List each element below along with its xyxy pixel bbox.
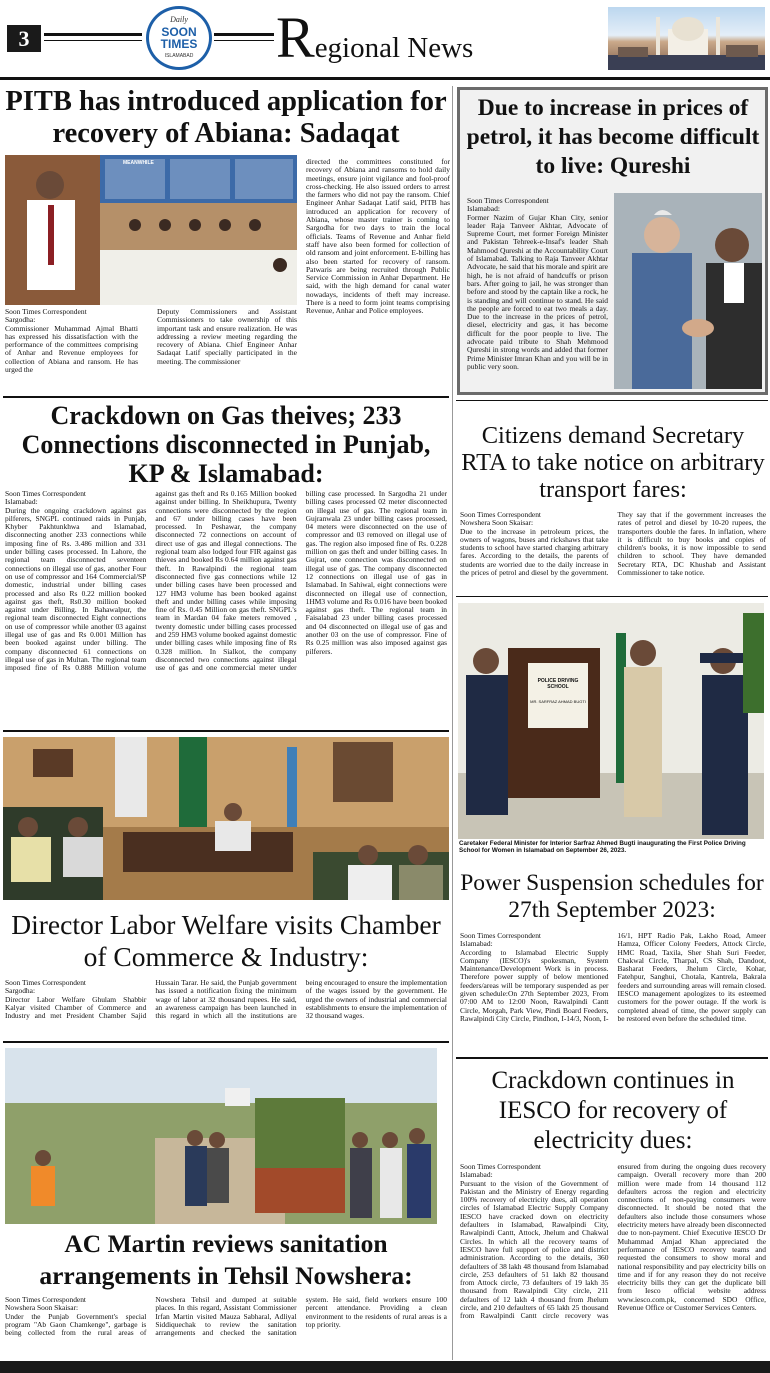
logo-small-text: Daily — [170, 15, 188, 24]
sanitation-photo — [5, 1048, 437, 1224]
iesco-body: Soon Times Correspondent Islamabad: Pursuant to the vision of the Government of Pakistan and the Ministry of Energy regarding 100% recovery of electricity dues, all operation circles of Islamabad Electric Supply Company IESCO have cracked down on electricity defaulters in Islamabad, Rawalpindi City, Rawalpindi Cantt, Attock, Jhelum and Chakwal Circles. In which all the recovery teams of IESCO have full support of police and district administration. According to the details, 360 defaulters of 38 lakh 48 thousand from Islamabad circle, 253 defaulters of 51 lakh 82 thousand from Attock circle, 73 defaulters of 19 lakh 35 thousand from Rawalpindi City circle, 211 defaulters of 12 lakh 4 thousand from Jhelum circle, and 210 defaulters of 65 lakh 25 thousand from Rawalpindi Cantt circle recovery was ensured from during the ongoing dues recovery campaign. Overall recovery more than 200 million were made from 14 thousand 112 defaulters across the region and electricity connections of non-paying consumers were disconnected. It should be noted that the defaulters also include those consumers whose electricity meters have already been disconnected due to non-payment. Chief Executive IESCO Dr Muhammad Amjad Khan appreciated the performance of IESCO recovery teams and requested the consumers to show moral and national responsibility and pay electricity bills on time and if for any reason they do not receive electricity bills they can get the duplicate bill from Iesco official website address www.iesco.com.pk, concerned SDO Office, Revenue Office or Customer Services Centers. — [460, 1163, 766, 1321]
sanitation-illustration — [5, 1048, 437, 1224]
martin-headline: AC Martin reviews sanitation arrangements in Tehsil Nowshera: — [39, 1229, 413, 1290]
page-number-box — [7, 25, 41, 52]
logo-sub-text: ISLAMABAD — [164, 53, 194, 59]
masthead-rule-left-bottom — [44, 40, 142, 41]
power-body: Soon Times Correspondent Islamabad: According to Islamabad Electric Supply Company (IESCO)'s spokesman, System Maintenance/Development Work is in process. Therefore power supply of below mentioned feeders/areas will be temporary suspended as per given schedule:On 27th September 2023, From 07:00 AM to 12:00 Noon, Rawalpindi Cantt Circle, Morgah, Park View, Pindi Board Feeders, Rawalpindi City Circle, Pindhon, I-14/3, Noon, I-16/1, HPT Radio Pak, Lakho Road, Ameer Hamza, Officer Colony Feeders, Attock Circle, HMC Road, Taxila, Sher Shah Suri Feeder, Chakwal Circle, Tharpal, CS Shah, Dandoot, Basharat Feeders, Jhelum Circle, Kohar, Fatehpur, Sanghui, Chotala, Kantrela, Bakrala feeders and surrounding areas will remain closed. IESCO management apologizes to its esteemed customers for the power outage. If the work is completed ahead of time, the power supply can be restored even before the scheduled time. — [460, 932, 766, 1023]
divider-power-iesco — [456, 1057, 768, 1059]
iesco-headline: Crackdown continues in IESCO for recovery of electricity dues: — [491, 1067, 735, 1154]
divider-gas-photo — [3, 730, 449, 732]
qureshi-photo — [614, 193, 762, 389]
pitb-col3: directed the committees constituted for recovery of Abiana and ransoms to hold daily meetings, ensure joint vigilance and fool-proof cross-checking. He also issued orders to arrest the farmers who did not pay the ransom. Chief Engineer Anhar Sadaqat Latif said, PITB has introduced an application for recovery of Abiana, whose master trainer is coming to Sargodha for two days to train the local officials. Teams of Revenue and Anhar field staff have also been formed for collection of old ransom and joint enforcement. E-billing has also been started for recovery of ransom. Patwaris are being recruited through Public Service Commission in Anhar Department. He said, with the high demand for canal water nowadays, incidents of theft may increase. There is a need to form joint teams comprising Revenue, Anhar and Police employees. — [306, 158, 450, 316]
masthead-rule-mid-top — [214, 33, 274, 36]
photo-banner-text: MEANWHILE — [123, 160, 154, 166]
pitb-col1: Soon Times Correspondent Sargodha: Commissioner Muhammad Ajmal Bhatti has expressed his dissatisfaction with the performance of the committees comprising of Anhar and Revenue employees for collection of Abiana and ransom. He has urged the — [5, 308, 138, 375]
divider-rta-photo — [456, 596, 768, 597]
logo-main-text: SOON TIMES — [160, 25, 198, 51]
labor-body: Soon Times Correspondent Sargodha: Director Labor Welfare Ghulam Shabbir Kalyar visited Chamber of Commerce and Industry and met President Chamber Sajid Hussain Tarar. He said, the Punjab government has issued a notification fixing the minimum wage of labor at 32 thousand rupees. He said, an awareness campaign has been launched in this regard in which all the institutions are being encouraged to ensure the implementation of the wages issued by the government. He urged the owners of industrial and commercial establishments to ensure the implementation of 32 thousand wages. — [5, 979, 447, 1021]
masthead-rule-mid-bottom — [214, 40, 274, 41]
pitb-meeting-photo — [5, 155, 297, 305]
pitb-col2: Deputy Commissioners and Assistant Commissioners to take ownership of this important task and ensure realization. He was addressing a review meeting regarding the recovery of Abiana. Chief Engineer Anhar Sadaqat Latif specially participated in the meeting. The commissioner — [157, 308, 297, 366]
labor-headline: Director Labor Welfare visits Chamber of Commerce & Industry: — [11, 909, 441, 972]
gas-headline: Crackdown on Gas theives; 233 Connections disconnected in Punjab, KP & Islamabad: — [21, 401, 431, 488]
rta-body: Soon Times Correspondent Nowshera Soon Skaisar: Due to the increase in petroleum prices, the owners of wagons, buses and rickshaws that take students to school have started charging arbitrary fares. According to the details, the parents of students are worried due to the daily increase in the prices of petrol and diesel by the government. They say that if the government increases the rates of petrol and diesel by 10-20 rupees, the transporters double the fares. In inflation, where it is difficult to buy books and copies of children's books, it is now impossible to send children to school. They have demanded Secretary RTA, DC Khushab and Assistant Commissioner to take notice. — [460, 511, 766, 578]
mosque-photo — [608, 7, 765, 70]
police-school-photo — [458, 603, 764, 839]
power-headline: Power Suspension schedules for 27th September 2023: — [460, 870, 764, 923]
newspaper-logo — [146, 6, 212, 70]
footer-rule — [0, 1361, 770, 1373]
ceremony-illustration — [458, 603, 764, 839]
divider-labor — [3, 1041, 449, 1043]
meeting-illustration — [5, 155, 297, 305]
mosque-illustration — [608, 7, 765, 70]
handshake-illustration — [614, 193, 762, 389]
gas-body: Soon Times Correspondent Islamabad: During the ongoing crackdown against gas pilferers, SNGPL continued raids in Punjab, Khyber Pakhtunkhwa and Islamabad, disconnecting another 233 connections while imposing fine of Rs. 3.486 million and 331 under billing cases processed. In Lahore, the regional team disconnected seventeen connections on illegal use of gas, another Four on use of compressor and 164 Commercial/SP domestic, industrial under billing cases processed and also Rs 0.22 million booked against gas theft, Rs0.30 million booked against under Billing. In Bahawalpur, the regional team disconnected Eight connections on use of compressor while another 03 against illegal use of gas and Rs 0.001 Million has been booked against under billing. The company disconnected 61 connections on illegal use of gas in Multan. The regional team imposed fine of Rs 0.888 Million volume against gas theft and Rs 0.165 Million booked against under billing. In Sheikhupura, Twenty connections were disconnected by the region and 67 under billing cases have been processed. In Peshawar, the company disconnected 72 connections on account of direct use of gas and illegal connections. The regional team also lodged four FIR against gas thieves and booked Rs 0.64 million against gas theft. In Rawalpindi the regional team disconnected five gas connections while 12 under billing cases have been processed and 127 HM3 volume has been booked against theft and under billing cases while imposing fine of Rs. 0.45 Million on gas theft. SNGPL's team in Mardan 04 fake meters removed , twenty domestic under billing cases processed and 259 HM3 volume booked against domestic under billing cases while imposing fine of Rs 0.328 million. In Sialkot, the company disconnected two connections against illegal use of gas and one commercial meter under billing case processed. In Sargodha 21 under billing cases processed 02 meter disconnected on illegal use of gas. The regional team in Gujranwala 23 under billing cases processed, 04 meters were disconnected on the use of compressor and 03 removed on illegal use of gas. The region also imposed fine of Rs. 0.228 million on gas theft and under billing cases. In Gujrat, one connection was disconnected on illegal use of gas. The company disconnected 12 connections on illegal use of gas in Islamabad. In Sahiwal, eight connections were disconnected on illegal use of connection, 1HM3 volume and Rs 0.016 have been booked against gas theft. The regional team in Faisalabad 23 under billing cases processed and 04 disconnected on illegal use of gas and another 03 on the use of compressor. Fine of Rs 0.25 million was also imposed against gas pilferers. — [5, 490, 447, 673]
qureshi-body: Soon Times Correspondent Islamabad: Former Nazim of Gujar Khan City, senior leader Raja Tanveer Akhtar, Advocate of Supreme Court, met former Foreign Minister and Pakistan Tehreek-e-Insaf's leader Shah Mahmood Qureshi at the Accountability Court of Islamabad. Talking to Raja Tanveer Akhtar Advocate, he said that his morale and spirit are high, he is not afraid of handcuffs or prison bars. After going to jail, he was stronger than before and stood by the captain like a rock, he is standing and will continue to stand. He said the people are forced to eat two meals a day. Due to the increase in the prices of petrol, diesel, electricity and gas, it has become difficult for the poor people to live. The advocate paid tribute to Shah Mehmood Qureshi in strong words and added that former Prime Minister Imran Khan and you will be in public very soon. — [467, 197, 608, 371]
masthead-rule-full — [0, 77, 770, 80]
section-title — [276, 5, 606, 70]
section-rest: egional News — [314, 32, 474, 64]
page-number: 3 — [18, 26, 30, 51]
office-illustration — [3, 737, 449, 900]
martin-body: Soon Times Correspondent Nowshera Soon Skaisar: Under the Punjab Government's special program "Ab Gaon Chamkenge", garbage is being collected from the rural areas of Nowshera Tehsil and dumped at suitable places. In this regard, Assistant Commissioner Irfan Martin visited Mauza Sabharal, Adliyal Siddiquechak to review the sanitation arrangements and checked the sanitation system. He said, field workers ensure 100 percent attendance. Providing a clean environment to the residents of rural areas is a top priority. — [5, 1296, 447, 1338]
plaque-line2: MR. SARFRAZ AHMAD BUGTI — [530, 699, 586, 704]
column-divider — [452, 86, 453, 1360]
pitb-headline: PITB has introduced application for recovery of Abiana: Sadaqat — [5, 86, 447, 149]
divider-pitb-gas — [3, 396, 449, 398]
section-initial: R — [276, 5, 315, 70]
rta-headline: Citizens demand Secretary RTA to take notice on arbitrary transport fares: — [461, 422, 765, 503]
divider-rta-top — [456, 400, 768, 401]
plaque-line1: POLICE DRIVING SCHOOL — [537, 678, 579, 690]
qureshi-headline: Due to increase in prices of petrol, it has become difficult to live: Qureshi — [466, 95, 760, 179]
masthead-rule-left-top — [44, 33, 142, 36]
masthead — [0, 0, 770, 82]
labor-office-photo — [3, 737, 449, 900]
police-photo-caption: Caretaker Federal Minister for Interior Sarfraz Ahmed Bugti inaugurating the First Police Driving School for Women in Islamabad on September 26, 2023. — [459, 840, 746, 855]
